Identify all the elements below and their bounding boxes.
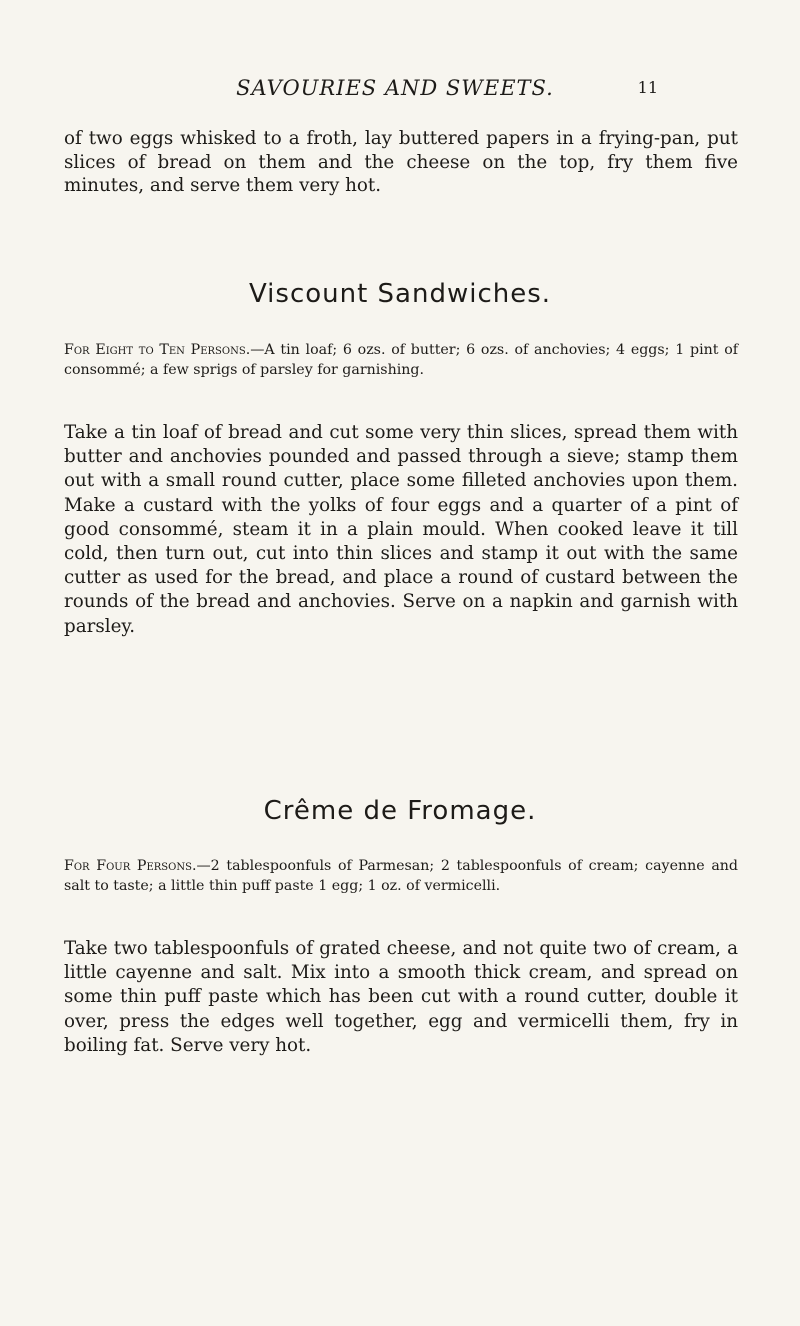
servings-label: For Four Persons. <box>64 858 197 874</box>
running-head <box>138 76 658 100</box>
ingredients-creme-de-fromage <box>64 856 738 896</box>
ingredients-list: —2 tablespoonfuls of Parmesan; 2 tablespoonfuls of cream; cayenne and salt to taste; a little thin puff paste 1 egg; 1 oz. of vermicelli. <box>64 858 738 894</box>
recipe-title-viscount-sandwiches: Viscount Sandwiches. <box>248 279 552 309</box>
recipe-title-creme-de-fromage: Crême de Fromage. <box>263 796 537 826</box>
ingredients-list: —A tin loaf; 6 ozs. of butter; 6 ozs. of anchovies; 4 eggs; 1 pint of consommé; a few sprigs of parsley for garnishing. <box>64 342 738 378</box>
page-number: 11 <box>637 78 658 97</box>
method-viscount-sandwiches: Take a tin loaf of bread and cut some very thin slices, spread them with butter and anchovies pounded and passed through a sieve; stamp them out with a small round cutter, place some filleted anchovies upon them. Make a custard with the yolks of four eggs and a quarter of a pint of good consommé, steam it in a plain mould. When cooked leave it till cold, then turn out, cut into thin slices and stamp it out with the same cutter as used for the bread, and place a round of custard between the rounds of the bread and anchovies. Serve on a napkin and garnish with parsley. <box>64 422 738 637</box>
running-title: SAVOURIES AND SWEETS. <box>236 76 554 100</box>
method-creme-de-fromage: Take two tablespoonfuls of grated cheese, and not quite two of cream, a little cayenne and salt. Mix into a smooth thick cream, and spread on some thin puff paste which has been cut with a round cutter, double it over, press the edges well together, egg and vermicelli them, fry in boiling fat. Serve very hot. <box>64 938 738 1056</box>
intro-paragraph: of two eggs whisked to a froth, lay buttered papers in a frying-pan, put slices of bread on them and the cheese on the top, fry them five minutes, and serve them very hot. <box>64 128 738 196</box>
servings-label: For Eight to Ten Persons. <box>64 342 251 358</box>
ingredients-viscount-sandwiches <box>64 340 738 380</box>
